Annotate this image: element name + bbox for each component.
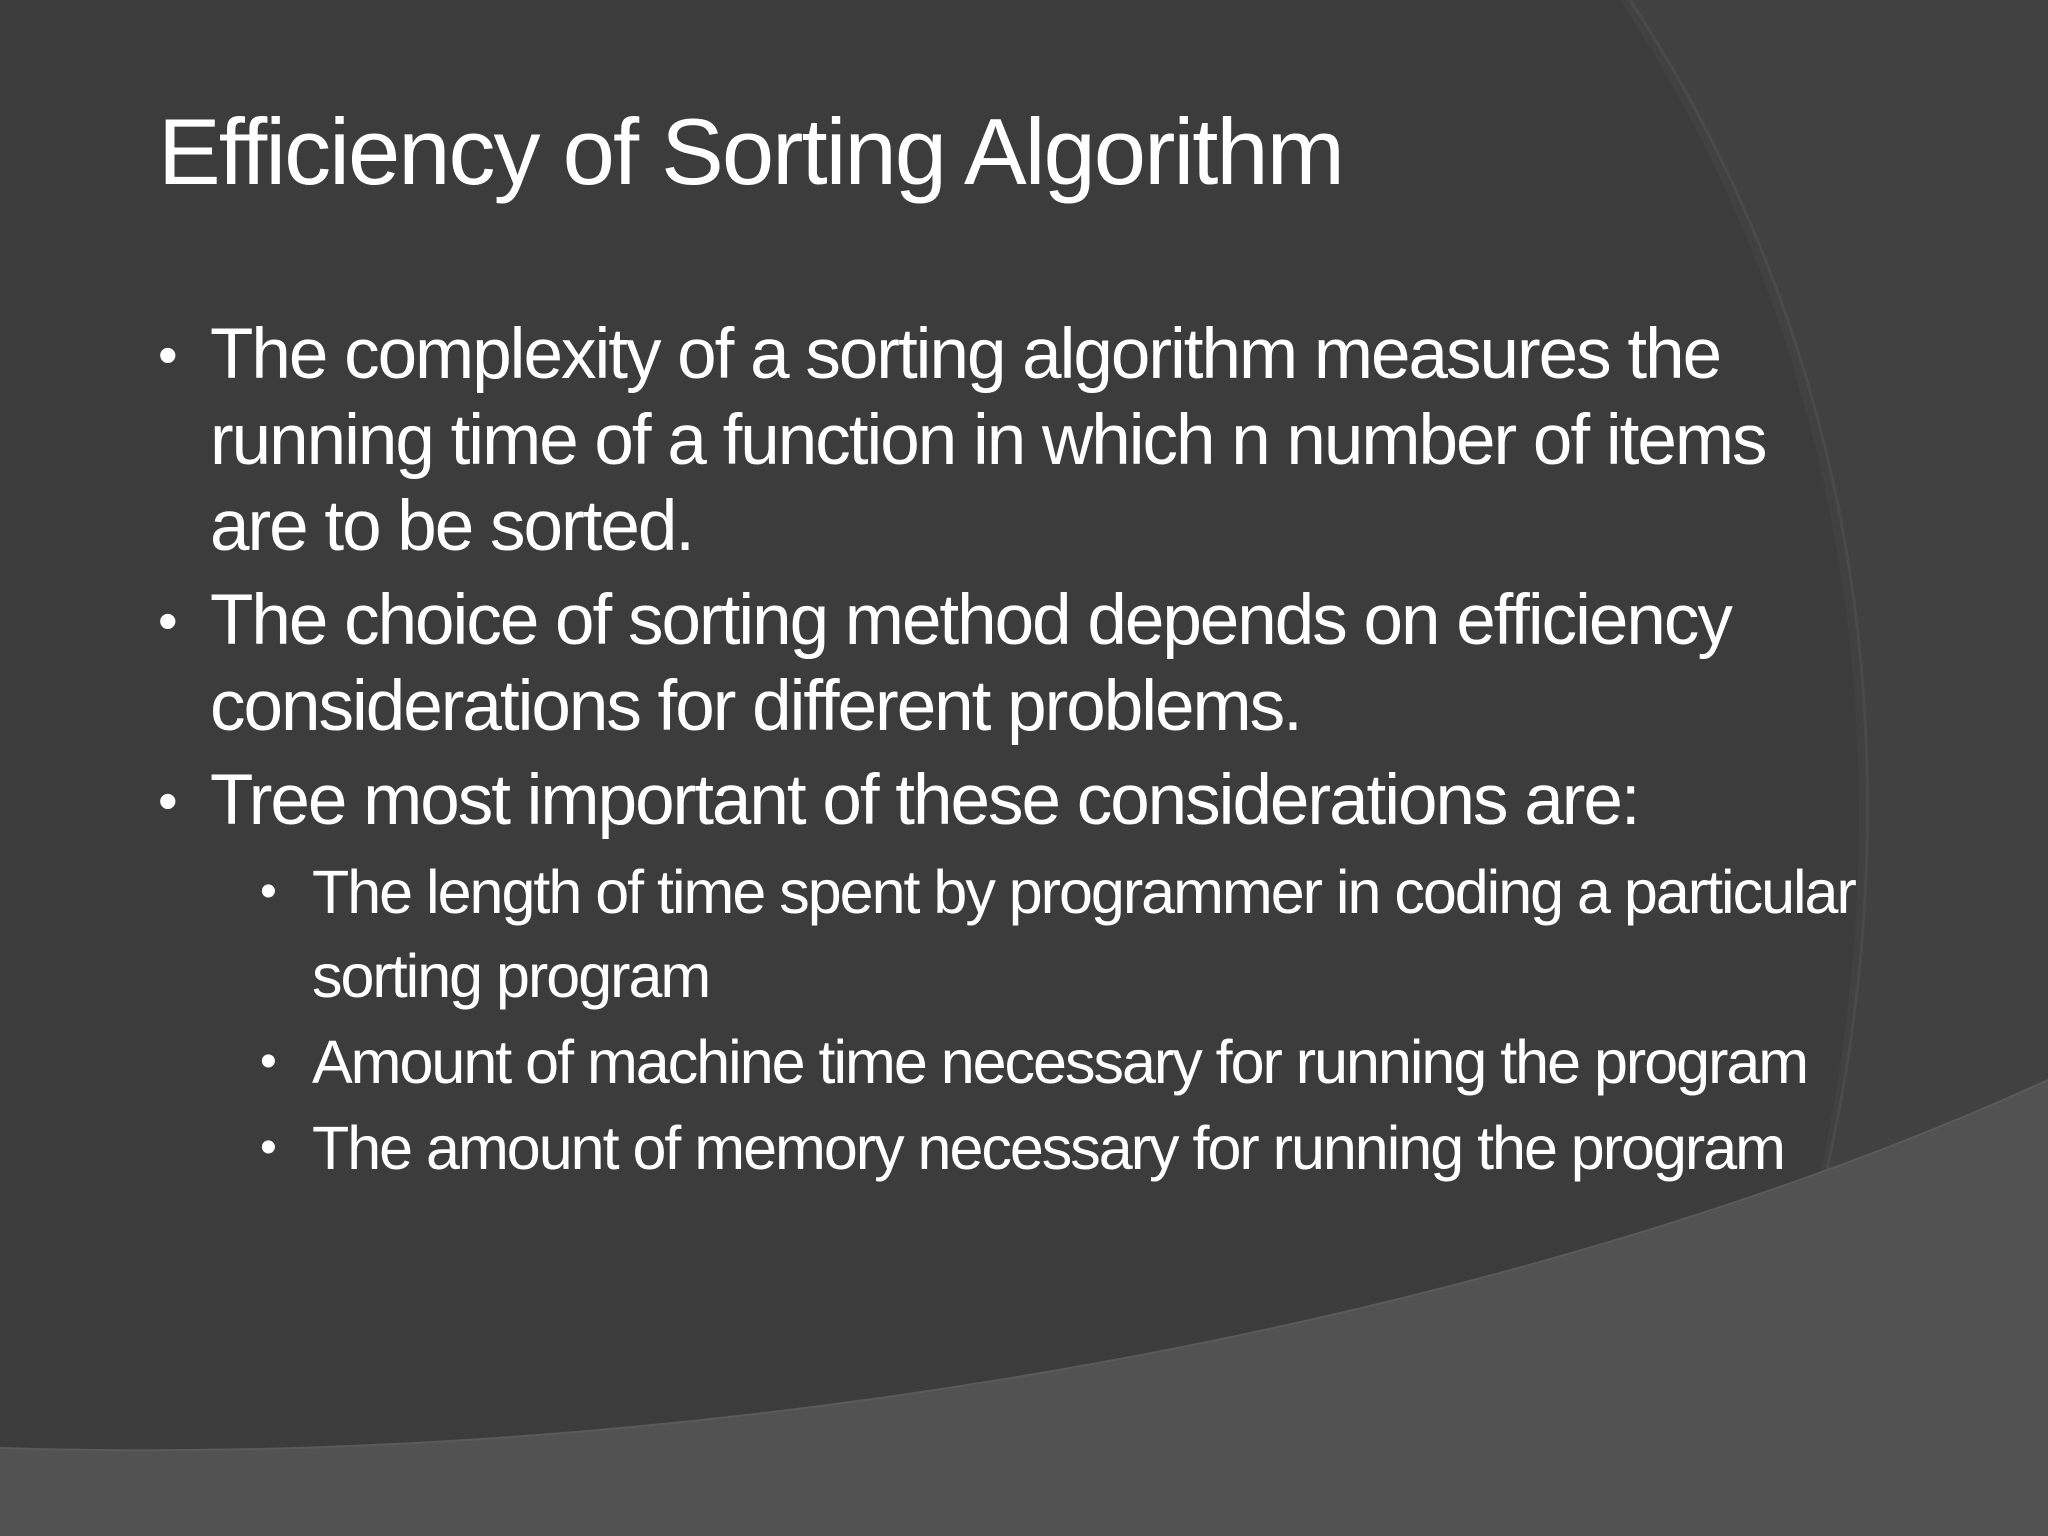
sub-bullet-item — [260, 1106, 1858, 1190]
bullet-dot-icon: • — [158, 323, 176, 386]
bullet-item — [158, 758, 1858, 844]
bullet-dot-icon: • — [260, 1035, 275, 1088]
bullet-dot-icon: • — [260, 865, 275, 918]
sub-bullet-item — [260, 850, 1858, 1018]
bullet-text: Tree most important of these considerations are: — [210, 761, 1639, 840]
bullet-text: The complexity of a sorting algorithm measures the running time of a function in which n number of items are to be sorted. — [210, 315, 1766, 566]
bullet-dot-icon: • — [158, 589, 176, 652]
sub-bullet-item — [260, 1020, 1858, 1104]
sub-bullet-text: The length of time spent by programmer in coding a particular sorting program — [312, 858, 1855, 1010]
slide-body — [158, 312, 1858, 1192]
bullet-dot-icon: • — [158, 769, 176, 832]
bullet-dot-icon: • — [260, 1121, 275, 1174]
bullet-item — [158, 312, 1858, 570]
slide-title: Efficiency of Sorting Algorithm — [158, 99, 1343, 204]
bullet-text: The choice of sorting method depends on efficiency considerations for different problems. — [210, 581, 1731, 746]
sub-bullet-list — [158, 850, 1858, 1190]
bullet-item — [158, 578, 1858, 750]
sub-bullet-text: Amount of machine time necessary for running the program — [312, 1028, 1808, 1096]
sub-bullet-text: The amount of memory necessary for running the program — [312, 1114, 1784, 1182]
